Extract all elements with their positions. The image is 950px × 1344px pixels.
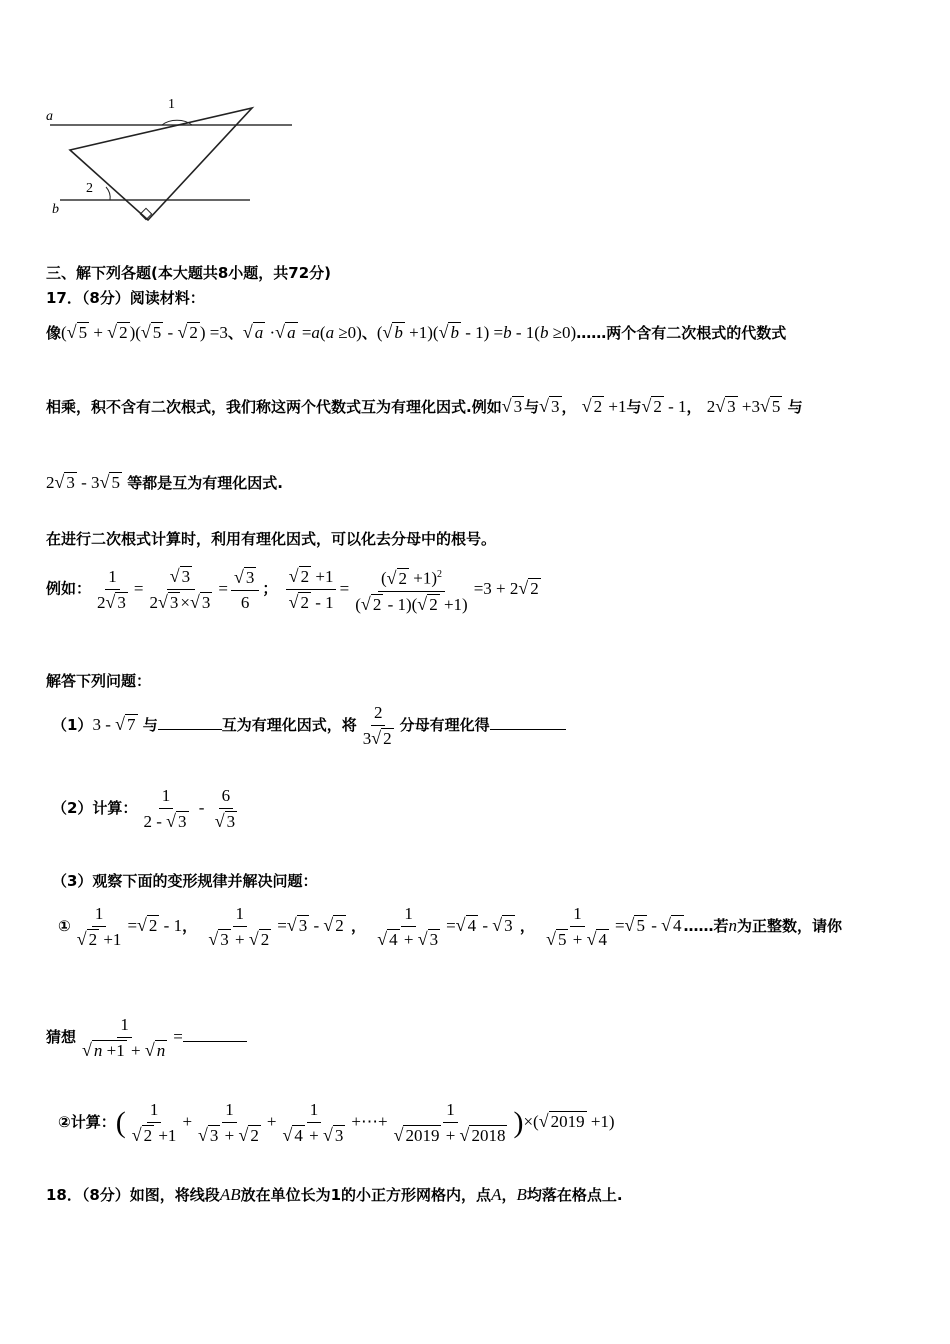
q17-sub3-pattern: ① $\frac{1}{√ 2 +1}$ =√ 2 - 1， $\frac{1}{√ 3 + √ 2}$ =√ 3 - √ 2 ， $\frac{1}{√ 4 + √ 3}$ =√ 4 - √ 3 ， $\frac{1}{√ 5 + √ 4}$ =√ 5 - √ 4 ……若n为正整数，请你: [58, 904, 843, 949]
q17-sub3-heading: （3）观察下面的变形规律并解决问题：: [52, 872, 318, 890]
section-heading: 三、解下列各题(本大题共8小题，共72分): [46, 264, 332, 282]
label-2: 2: [86, 181, 93, 196]
parallel-lines-triangle-figure: [40, 90, 310, 230]
q17-answer-heading: 解答下列问题：: [46, 672, 152, 690]
q17-title: 17．（8分）阅读材料：: [46, 289, 205, 307]
q17-line1: 像(√ 5 + √ 2 )(√ 5 - √ 2 ) =3、√ a ·√ a =a(a ≥0)、(√ b +1)(√ b - 1) =b - 1(b ≥0)……两个含有二次根式的代数式: [46, 322, 787, 342]
sub1-blank-2[interactable]: [490, 729, 566, 730]
sub1-blank-1[interactable]: [158, 729, 222, 730]
label-1: 1: [168, 97, 175, 112]
q17-sub3-compute: ②计算：( $\frac{1}{√ 2 +1}$ + $\frac{1}{√ 3 + √ 2}$ + $\frac{1}{√ 4 + √ 3}$ +⋯+ $\frac{1}{√ 2019 + √ 2018}$ )×(√ 2019 +1): [58, 1100, 615, 1145]
label-a: a: [46, 109, 53, 124]
label-b: b: [52, 202, 59, 217]
q17-sub3-guess: 猜想 $\frac{1}{√ n +1 + √ n}$ =: [46, 1015, 247, 1061]
q17-line4: 在进行二次根式计算时，利用有理化因式，可以化去分母中的根号。: [46, 530, 497, 548]
q17-line3: 2√ 3 - 3√ 5 等都是互为有理化因式.: [46, 472, 283, 492]
q17-sub1: （1）3 - √ 7 与 互为有理化因式，将 $\frac{2}{3√ 2}$ 分母有理化得: [52, 703, 566, 749]
guess-blank[interactable]: [183, 1041, 247, 1042]
q17-sub2: （2）计算： $\frac{1}{2 - √ 3}$ - $\frac{6}{√ 3}$: [52, 786, 236, 831]
q17-line2: 相乘，积不含有二次根式，我们称这两个代数式互为有理化因式.例如√ 3 与√ 3 ， √ 2 +1与√ 2 - 1， 2√ 3 +3√ 5 与: [46, 396, 803, 416]
q17-example: 例如： $\frac{1}{2√ 3}$ = $\frac{√ 3}{2√ 3 \times√ 3}$ = $\frac{√ 3}{6}$ ； $\frac{√ 2 +1}{√ 2 - 1}$ = $\frac{(√ 2 +1)^2}{(√ 2 - 1)(√ 2 +1)}$ =3 + 2√ 2: [46, 566, 539, 614]
q18-title: 18．（8分）如图，将线段AB放在单位长为1的小正方形网格内，点A，B均落在格点上.: [46, 1185, 623, 1204]
